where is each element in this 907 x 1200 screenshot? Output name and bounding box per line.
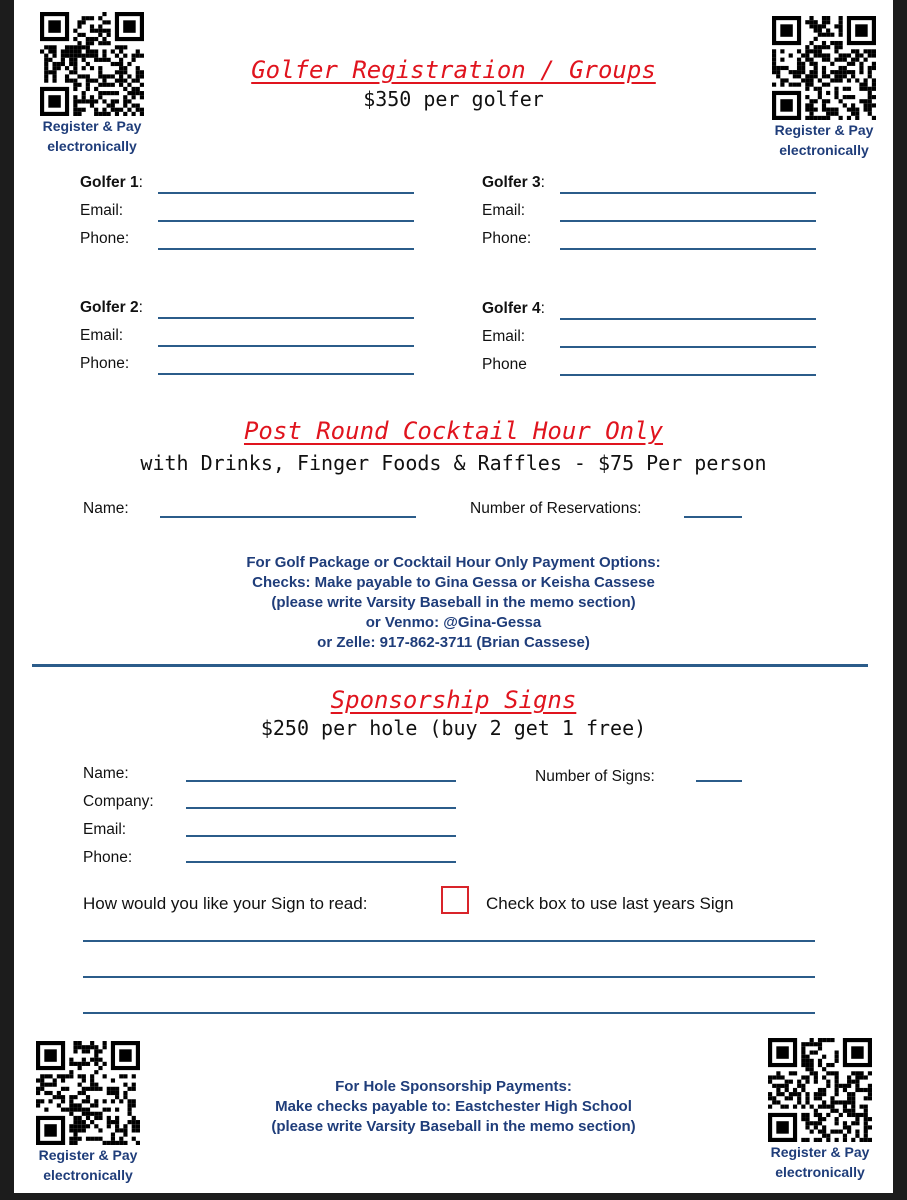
golfer-3-phone-field[interactable] [560,248,816,250]
section-divider [32,664,868,667]
cocktail-subtitle: with Drinks, Finger Foods & Raffles - $75 Per person [140,451,767,475]
qr-caption: Register & Pay electronically [774,122,874,158]
number-of-signs-label: Number of Signs: [535,768,655,785]
golfer-4-email-field[interactable] [560,346,816,348]
golfer-1-email-field[interactable] [158,220,414,222]
golfer-1-name-field[interactable] [158,192,414,194]
qr-caption: Register & Pay electronically [38,1147,138,1183]
golfer-1-label: Golfer 1: [80,174,143,191]
golfer-1-phone-label: Phone: [80,230,130,247]
golfer-2-email-label: Email: [80,327,124,344]
cocktail-name-label: Name: [83,500,129,517]
sponsor-name-label: Name: [83,765,129,782]
golfer-3-phone-label: Phone: [482,230,532,247]
reservations-field[interactable] [684,516,742,518]
payment-options: For Golf Package or Cocktail Hour Only Payment Options: Checks: Make payable to Gina Gessa or Keisha Cassese (please write Varsity Baseball in the memo section) or Venmo: @Gina-Gessa or Zelle: 917-862-3711 (Brian Cassese) [246,554,661,651]
qr-register-top-left[interactable] [32,12,152,156]
qr-code-icon [768,1038,872,1142]
qr-caption: Register & Pay electronically [42,118,142,154]
number-of-signs-field[interactable] [696,780,742,782]
sign-text-line-1[interactable] [83,940,815,942]
golfer-3-email-label: Email: [482,202,526,219]
golfer-4-name-field[interactable] [560,318,816,320]
golfer-4-label: Golfer 4: [482,300,545,317]
reservations-label: Number of Reservations: [470,500,642,517]
golfer-2-phone-field[interactable] [158,373,414,375]
golfer-4-phone-label: Phone [482,356,527,373]
qr-code-icon [36,1041,140,1145]
golfer-section-title: Golfer Registration / Groups [251,56,656,84]
hole-sponsorship-payments: For Hole Sponsorship Payments: Make checks payable to: Eastchester High School (please write Varsity Baseball in the memo section) [271,1078,636,1135]
registration-form-page [14,0,893,1193]
golfer-4-email-label: Email: [482,328,526,345]
qr-caption: Register & Pay electronically [770,1144,870,1180]
golfer-3-label: Golfer 3: [482,174,545,191]
sponsor-phone-field[interactable] [186,861,456,863]
golfer-price: $350 per golfer [363,87,544,111]
golfer-2-email-field[interactable] [158,345,414,347]
sponsorship-price: $250 per hole (buy 2 get 1 free) [260,716,647,740]
golfer-2-phone-label: Phone: [80,355,130,372]
last-years-sign-checkbox[interactable] [441,886,469,914]
sponsor-company-label: Company: [83,793,154,810]
golfer-1-phone-field[interactable] [158,248,414,250]
sponsor-name-field[interactable] [186,780,456,782]
sign-text-line-2[interactable] [83,976,815,978]
cocktail-name-field[interactable] [160,516,416,518]
golfer-1-email-label: Email: [80,202,124,219]
sponsor-phone-label: Phone: [83,849,133,866]
cocktail-section-title: Post Round Cocktail Hour Only [243,417,664,445]
sponsor-email-field[interactable] [186,835,456,837]
golfer-3-name-field[interactable] [560,192,816,194]
golfer-2-name-field[interactable] [158,317,414,319]
sponsorship-section-title: Sponsorship Signs [330,686,577,714]
sign-text-line-3[interactable] [83,1012,815,1014]
qr-register-bottom-right[interactable] [760,1038,880,1182]
checkbox-label: Check box to use last years Sign [486,894,734,913]
golfer-4-phone-field[interactable] [560,374,816,376]
sign-read-label: How would you like your Sign to read: [83,894,368,913]
qr-register-bottom-left[interactable] [28,1041,148,1185]
sponsor-email-label: Email: [83,821,127,838]
golfer-2-label: Golfer 2: [80,299,143,316]
golfer-3-email-field[interactable] [560,220,816,222]
sponsor-company-field[interactable] [186,807,456,809]
